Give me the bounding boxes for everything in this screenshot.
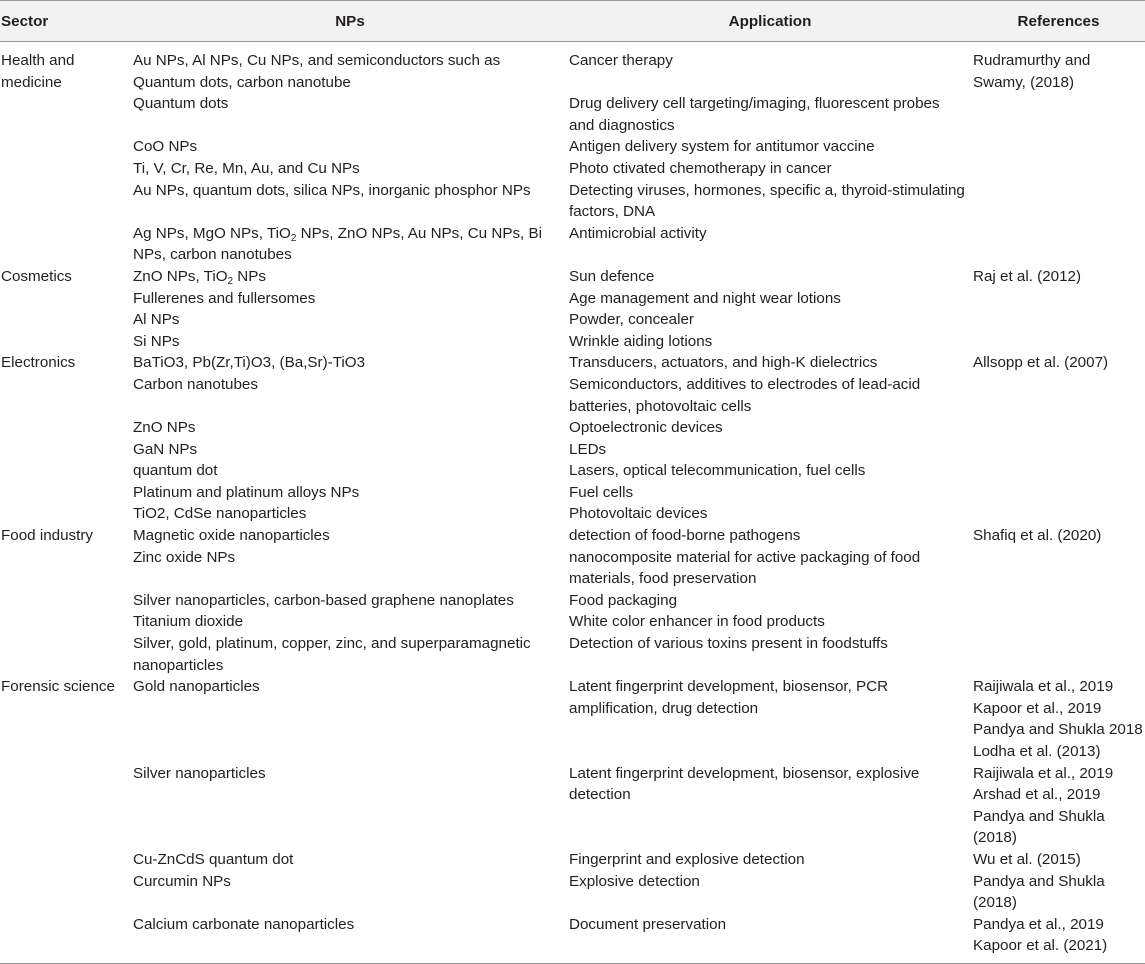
reference-line: Shafiq et al. (2020) bbox=[973, 527, 1102, 545]
nps-cell: Fullerenes and fullersomes bbox=[133, 289, 316, 307]
sector-cell bbox=[0, 136, 132, 158]
sector-cell bbox=[0, 482, 132, 504]
application-cell: nanocomposite material for active packaging of food materials, food preservation bbox=[569, 548, 921, 588]
nps-cell: Silver, gold, platinum, copper, zinc, and superparamagnetic nanoparticles bbox=[133, 635, 531, 674]
nps-cell: Au NPs, Al NPs, Cu NPs, and semiconductors such as Quantum dots, carbon nanotube bbox=[133, 52, 501, 91]
reference-line: Pandya et al., 2019 bbox=[973, 915, 1104, 933]
table-row bbox=[0, 914, 1145, 964]
nps-cell: Quantum dots bbox=[133, 95, 229, 113]
table-row bbox=[0, 288, 1145, 310]
reference-line: (2018) bbox=[973, 894, 1017, 912]
application-cell: Fingerprint and explosive detection bbox=[569, 850, 805, 868]
table-row bbox=[0, 309, 1145, 331]
application-cell: Powder, concealer bbox=[569, 311, 694, 329]
table-row bbox=[0, 417, 1145, 439]
references-cell bbox=[972, 93, 1145, 136]
references-cell bbox=[972, 849, 1145, 871]
nps-cell: Zinc oxide NPs bbox=[133, 548, 236, 566]
subscript: 2 bbox=[227, 275, 234, 287]
reference-line: Raijiwala et al., 2019 bbox=[973, 764, 1114, 782]
sector-cell bbox=[0, 633, 132, 676]
reference-line: Raj et al. (2012) bbox=[973, 267, 1082, 285]
reference-line: Pandya and Shukla 2018 bbox=[973, 721, 1143, 739]
application-cell: Document preservation bbox=[568, 914, 972, 964]
table-row bbox=[0, 223, 1145, 266]
references-cell bbox=[972, 763, 1145, 849]
application-cell: Transducers, actuators, and high-K dielectrics bbox=[569, 354, 878, 372]
table-row bbox=[0, 849, 1145, 871]
sector-cell: Food industry bbox=[1, 527, 94, 545]
nps-cell: ZnO NPs, TiO$_2$ NPs bbox=[133, 267, 266, 287]
table-header bbox=[0, 1, 1145, 42]
application-cell: Fuel cells bbox=[569, 483, 634, 501]
application-cell: White color enhancer in food products bbox=[569, 613, 825, 631]
nps-cell: Au NPs, quantum dots, silica NPs, inorganic phosphor NPs bbox=[133, 181, 531, 199]
table-row bbox=[0, 180, 1145, 223]
reference-line: Arshad et al., 2019 bbox=[973, 786, 1101, 804]
application-cell: Photovoltaic devices bbox=[569, 505, 708, 523]
references-cell bbox=[972, 352, 1145, 374]
references-cell bbox=[972, 180, 1145, 223]
sector-cell bbox=[0, 309, 132, 331]
sector-cell bbox=[0, 223, 132, 266]
reference-line: Raijiwala et al., 2019 bbox=[973, 678, 1114, 696]
header-references: References bbox=[972, 1, 1145, 42]
application-cell: Detecting viruses, hormones, specific a, thyroid-stimulating factors, DNA bbox=[569, 181, 965, 221]
references-cell bbox=[972, 590, 1145, 612]
table-row bbox=[0, 590, 1145, 612]
header-nps: NPs bbox=[132, 1, 568, 42]
reference-line: Kapoor et al., 2019 bbox=[973, 699, 1102, 717]
application-cell: Age management and night wear lotions bbox=[569, 289, 841, 307]
application-cell: Latent fingerprint development, biosensor, PCR amplification, drug detection bbox=[569, 678, 889, 717]
reference-line: Pandya and Shukla bbox=[973, 807, 1105, 825]
references-cell bbox=[972, 331, 1145, 353]
sector-cell: Forensic science bbox=[1, 678, 115, 696]
sector-cell bbox=[0, 331, 132, 353]
table-row bbox=[0, 525, 1145, 547]
references-cell bbox=[972, 158, 1145, 180]
sector-cell bbox=[0, 374, 132, 417]
application-cell: Semiconductors, additives to electrodes of lead-acid batteries, photovoltaic cells bbox=[569, 375, 921, 415]
table-row bbox=[0, 547, 1145, 590]
references-cell bbox=[972, 871, 1145, 914]
table-row bbox=[0, 439, 1145, 461]
nps-cell: ZnO NPs bbox=[133, 419, 196, 437]
table-row bbox=[0, 352, 1145, 374]
table-row bbox=[0, 93, 1145, 136]
reference-line: Pandya and Shukla bbox=[973, 872, 1105, 890]
references-cell bbox=[972, 914, 1145, 964]
table-row bbox=[0, 266, 1145, 288]
table-row bbox=[0, 633, 1145, 676]
references-cell bbox=[972, 547, 1145, 590]
sector-cell bbox=[0, 914, 132, 964]
table-row bbox=[0, 374, 1145, 417]
references-cell bbox=[972, 439, 1145, 461]
references-cell bbox=[972, 223, 1145, 266]
sector-cell: Health and medicine bbox=[1, 52, 75, 91]
references-cell bbox=[972, 42, 1145, 94]
table-row bbox=[0, 460, 1145, 482]
sector-cell bbox=[0, 180, 132, 223]
table-row bbox=[0, 871, 1145, 914]
table-row bbox=[0, 676, 1145, 762]
references-cell bbox=[972, 525, 1145, 547]
reference-line: Rudramurthy and bbox=[973, 52, 1091, 69]
sector-cell bbox=[0, 460, 132, 482]
application-cell: Antigen delivery system for antitumor vaccine bbox=[569, 138, 875, 156]
table-row bbox=[0, 331, 1145, 353]
application-cell: Drug delivery cell targeting/imaging, fluorescent probes and diagnostics bbox=[569, 95, 940, 134]
references-cell bbox=[972, 676, 1145, 762]
reference-line: (2018) bbox=[973, 829, 1017, 847]
sector-cell bbox=[0, 503, 132, 525]
application-cell: Photo ctivated chemotherapy in cancer bbox=[569, 159, 832, 177]
sector-cell bbox=[0, 763, 132, 849]
references-cell bbox=[972, 417, 1145, 439]
nps-cell: Curcumin NPs bbox=[133, 872, 231, 890]
application-cell: Latent fingerprint development, biosensor, explosive detection bbox=[569, 764, 920, 804]
nps-cell: Platinum and platinum alloys NPs bbox=[133, 483, 360, 501]
table-row bbox=[0, 482, 1145, 504]
sector-cell bbox=[0, 417, 132, 439]
header-row bbox=[0, 1, 1145, 42]
nps-cell: Titanium dioxide bbox=[133, 613, 244, 631]
nps-cell: CoO NPs bbox=[133, 138, 198, 156]
sector-cell bbox=[0, 611, 132, 633]
table-row bbox=[0, 136, 1145, 158]
nps-cell: Ti, V, Cr, Re, Mn, Au, and Cu NPs bbox=[133, 159, 360, 177]
application-cell: detection of food-borne pathogens bbox=[569, 527, 801, 545]
sector-cell: Electronics bbox=[1, 354, 76, 372]
nps-cell: Al NPs bbox=[133, 311, 180, 329]
table-body bbox=[0, 42, 1145, 964]
nps-cell: Silver nanoparticles, carbon-based graphene nanoplates bbox=[133, 591, 514, 609]
reference-line: Wu et al. (2015) bbox=[973, 850, 1081, 868]
application-cell: Food packaging bbox=[569, 591, 678, 609]
header-sector: Sector bbox=[0, 1, 132, 42]
header-application: Application bbox=[568, 1, 972, 42]
nps-cell: Ag NPs, MgO NPs, TiO$_2$ NPs, ZnO NPs, Au NPs, Cu NPs, Bi NPs, carbon nanotubes bbox=[133, 224, 542, 264]
nps-cell: Silver nanoparticles bbox=[133, 764, 266, 782]
references-cell bbox=[972, 633, 1145, 676]
references-cell bbox=[972, 288, 1145, 310]
sector-cell bbox=[0, 288, 132, 310]
sector-cell bbox=[0, 439, 132, 461]
reference-line: Lodha et al. (2013) bbox=[973, 743, 1101, 760]
sector-cell bbox=[0, 93, 132, 136]
table-row bbox=[0, 42, 1145, 94]
reference-line: Kapoor et al. (2021) bbox=[973, 937, 1108, 955]
nps-cell: Gold nanoparticles bbox=[133, 678, 260, 696]
application-cell: Optoelectronic devices bbox=[569, 419, 723, 437]
subscript: 2 bbox=[290, 232, 297, 244]
table-row bbox=[0, 503, 1145, 525]
nps-cell: BaTiO3, Pb(Zr,Ti)O3, (Ba,Sr)-TiO3 bbox=[133, 354, 366, 372]
application-cell: LEDs bbox=[569, 440, 607, 458]
application-cell: Detection of various toxins present in foodstuffs bbox=[569, 635, 888, 653]
application-cell: Antimicrobial activity bbox=[569, 224, 707, 242]
references-cell bbox=[972, 503, 1145, 525]
references-cell bbox=[972, 374, 1145, 417]
sector-cell bbox=[0, 547, 132, 590]
application-cell: Sun defence bbox=[569, 267, 655, 285]
application-cell: Explosive detection bbox=[569, 872, 700, 890]
references-cell bbox=[972, 611, 1145, 633]
references-cell bbox=[972, 266, 1145, 288]
table-row bbox=[0, 611, 1145, 633]
sector-cell bbox=[0, 590, 132, 612]
nps-cell: Si NPs bbox=[133, 332, 180, 350]
sector-cell: Cosmetics bbox=[1, 267, 72, 285]
references-cell bbox=[972, 309, 1145, 331]
references-cell bbox=[972, 460, 1145, 482]
sector-cell bbox=[0, 849, 132, 871]
table-row bbox=[0, 763, 1145, 849]
nps-cell: Calcium carbonate nanoparticles bbox=[132, 914, 568, 964]
application-cell: Cancer therapy bbox=[569, 52, 673, 69]
nps-cell: GaN NPs bbox=[133, 440, 198, 458]
nps-cell: Cu-ZnCdS quantum dot bbox=[133, 850, 294, 868]
references-cell bbox=[972, 136, 1145, 158]
references-cell bbox=[972, 482, 1145, 504]
application-cell: Lasers, optical telecommunication, fuel cells bbox=[569, 462, 866, 480]
sector-cell bbox=[0, 871, 132, 914]
reference-line: Allsopp et al. (2007) bbox=[973, 354, 1109, 372]
sector-cell bbox=[0, 158, 132, 180]
nps-cell: quantum dot bbox=[133, 462, 218, 480]
application-cell: Wrinkle aiding lotions bbox=[569, 332, 713, 350]
nps-cell: Magnetic oxide nanoparticles bbox=[133, 527, 330, 545]
table-row bbox=[0, 158, 1145, 180]
nps-cell: Carbon nanotubes bbox=[133, 375, 258, 393]
nps-cell: TiO2, CdSe nanoparticles bbox=[133, 505, 307, 523]
reference-line: Swamy, (2018) bbox=[973, 73, 1075, 91]
